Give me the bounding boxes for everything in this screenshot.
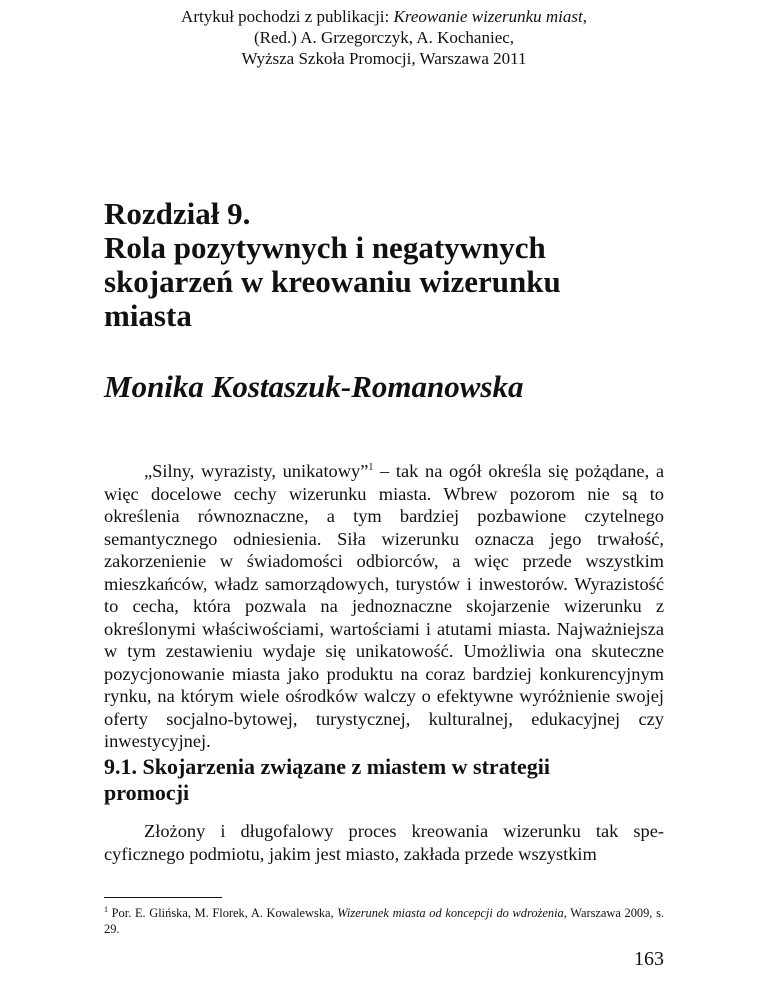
intro-paragraph xyxy=(104,460,664,753)
footnote-reference: 1 xyxy=(368,461,374,473)
intro-text: – tak na ogół określa się pożądane, a więc docelowe cechy wizerunku miasta. Wbrew pozorom nie są to określenia równoznaczne, a tym bardziej pozbawione czytelnego semantycznego odniesienia. Siła wizerunku oznacza jego trwałość, zakorzenienie w świadomości odbiorców, a więc przede wszystkim mieszkańców, władz samorządowych, turystów i inwestorów. Wyrazistość to cecha, która pozwala na jednoznaczne skojarzenie wizerunku z określonymi właściwościami, wartościami i atutami miasta. Najważniejsza w tym zestawieniu wydaje się unikatowość. Umożliwia ona skuteczne pozycjonowanie miasta jako produktu na coraz bardziej konkurencyjnym rynku, na którym wiele ośrodków walczy o efektywne wyróżnienie swojej oferty socjalno-bytowej, turystycznej, kulturalnej, edukacyjnej czy inwestycyjnej. xyxy=(104,461,664,751)
header-comma: , xyxy=(582,7,587,26)
header-source-label: Artykuł pochodzi z publikacji: xyxy=(181,7,394,26)
chapter-title-line-3: miasta xyxy=(104,298,192,333)
header-line-1 xyxy=(0,6,768,27)
footnote-details: , Warszawa 2009, s. 29. xyxy=(104,906,664,936)
header-line-3: Wyższa Szkoła Promocji, Warszawa 2011 xyxy=(241,49,527,68)
page-number: 163 xyxy=(634,948,664,970)
section-paragraph: Złożony i długofalowy proces kreowania wizerunku tak specyficznego podmiotu, jakim jest miasto, zakłada przede wszystkim xyxy=(104,821,664,864)
footnote-mark: 1 xyxy=(104,904,108,914)
publication-header xyxy=(0,6,768,69)
footnote xyxy=(104,905,664,937)
footnote-title: Wizerunek miasta od koncepcji do wdrożenia xyxy=(337,906,564,920)
chapter-title xyxy=(104,197,684,333)
intro-quote: „Silny, wyrazisty, unikatowy” xyxy=(144,461,369,481)
author-name: Monika Kostaszuk-Romanowska xyxy=(104,369,524,404)
chapter-title-line-2: skojarzeń w kreowaniu wizerunku xyxy=(104,264,561,299)
section-heading-line-1: 9.1. Skojarzenia związane z miastem w strategii xyxy=(104,754,551,779)
section-heading-line-2: promocji xyxy=(104,780,190,805)
header-line-2: (Red.) A. Grzegorczyk, A. Kochaniec, xyxy=(253,28,515,47)
chapter-number: Rozdział 9. xyxy=(104,196,251,231)
section-heading xyxy=(104,754,664,806)
footnote-authors: Por. E. Glińska, M. Florek, A. Kowalewska, xyxy=(108,906,338,920)
footnote-divider xyxy=(104,897,222,898)
header-book-title: Kreowanie wizerunku miast xyxy=(393,7,583,26)
chapter-title-line-1: Rola pozytywnych i negatywnych xyxy=(104,230,546,265)
